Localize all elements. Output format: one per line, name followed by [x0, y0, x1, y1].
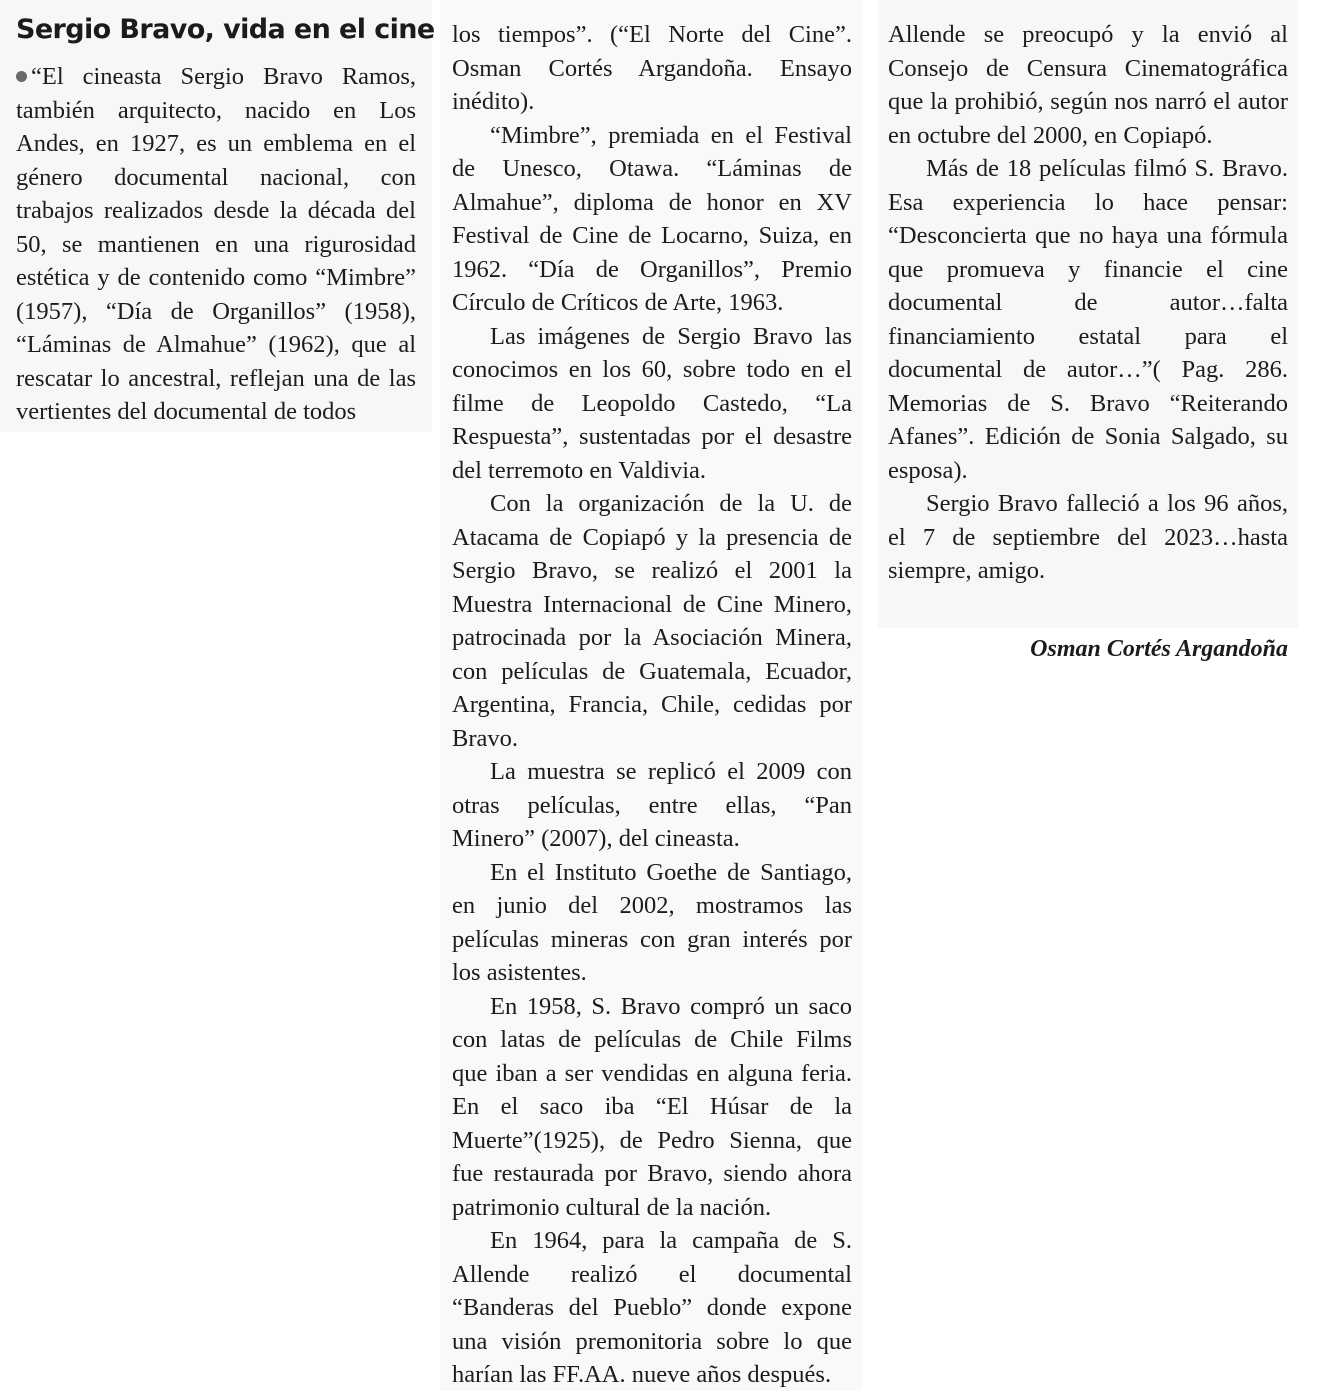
paragraph-censura: Allende se preocupó y la envió al Consejo de Censura Cinematográfica que la prohibió, según nos narró el autor en octubre del 2000, en Copiapó. [888, 21, 1288, 149]
author-signature: Osman Cortés Argandoña [1030, 635, 1288, 662]
paragraph-memorias: Más de 18 películas filmó S. Bravo. Esa experiencia lo hace pensar: “Desconcierta que no haya una fórmula que promueva y financie el cine documental de autor…falta financiamiento estatal para el documental de autor…”( Pag. 286. Memorias de S. Bravo “Reiterando Afanes”. Edición de Sonia Salgado, su esposa). [888, 155, 1288, 484]
paragraph-goethe: En el Instituto Goethe de Santiago, en junio del 2002, mostramos las películas mineras con gran interés por los asistentes. [452, 858, 852, 986]
paragraph-banderas: En 1964, para la campaña de S. Allende realizó el documental “Banderas del Pueblo” donde expone una visión premonitoria sobre lo que harían las FF.AA. nueve años después. [452, 1227, 852, 1388]
paragraph-husar: En 1958, S. Bravo compró un saco con latas de películas de Chile Films que iban a ser vendidas en alguna feria. En el saco iba “El Húsar de la Muerte”(1925), de Pedro Sienna, que fue restaurada por Bravo, siendo ahora patrimonio cultural de la nación. [452, 992, 852, 1221]
paragraph-la-respuesta: Las imágenes de Sergio Bravo las conocimos en los 60, sobre todo en el filme de Leopoldo Castedo, “La Respuesta”, sustentadas por el desastre del terremoto en Valdivia. [452, 322, 852, 484]
paragraph-muestra-2001: Con la organización de la U. de Atacama de Copiapó y la presencia de Sergio Bravo, se realizó el 2001 la Muestra Internacional de Cine Minero, patrocinada por la Asociación Minera, con películas de Guatemala, Ecuador, Argentina, Francia, Chile, cedidas por Bravo. [452, 490, 852, 752]
bullet-icon [16, 71, 27, 82]
paragraph-continuation: los tiempos”. (“El Norte del Cine”. Osman Cortés Argandoña. Ensayo inédito). [452, 21, 852, 115]
paragraph-muestra-2009: La muestra se replicó el 2009 con otras películas, entre ellas, “Pan Minero” (2007), del cineasta. [452, 758, 852, 852]
paragraph-awards: “Mimbre”, premiada en el Festival de Unesco, Otawa. “Láminas de Almahue”, diploma de honor en XV Festival de Cine de Locarno, Suiza, en 1962. “Día de Organillos”, Premio Círculo de Críticos de Arte, 1963. [452, 121, 852, 316]
lead-paragraph [16, 60, 416, 429]
headline: Sergio Bravo, vida en el cine [16, 14, 435, 45]
column-2 [440, 0, 862, 1391]
column-1 [0, 0, 435, 432]
lead-text: “El cineasta Sergio Bravo Ramos, también arquitecto, nacido en Los Andes, en 1927, es un emblema en el género documental nacional, con trabajos realizados desde la década del 50, se mantienen en una rigurosidad estética y de contenido como “Mimbre” (1957), “Día de Organillos” (1958), “Láminas de Almahue” (1962), que al rescatar lo ancestral, reflejan una de las vertientes del documental de todos [16, 63, 416, 425]
paragraph-fallecimiento: Sergio Bravo falleció a los 96 años, el 7 de septiembre del 2023…hasta siempre, amigo. [888, 490, 1288, 584]
column-3 [878, 0, 1298, 662]
